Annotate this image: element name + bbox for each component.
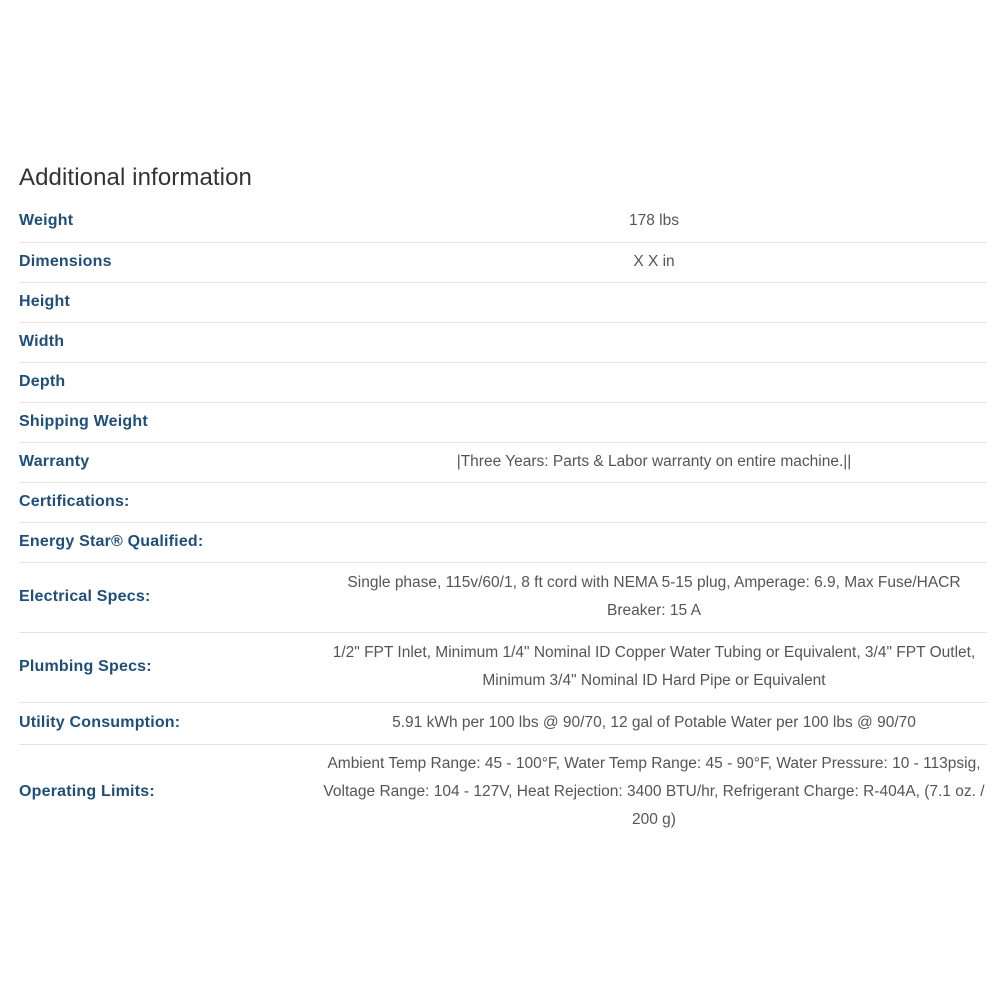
spec-value-operating-limits: Ambient Temp Range: 45 - 100°F, Water Temp Range: 45 - 90°F, Water Pressure: 10 - 113psig, Voltage Range: 104 - 127V, Heat Rejection: 3400 BTU/hr, Refrigerant Charge: R-404A, (7.1 oz. / 200 g) — [323, 754, 985, 828]
section-title: Additional information — [19, 164, 253, 191]
spec-label-dimensions: Dimensions — [19, 253, 112, 270]
spec-label-certifications: Certifications: — [19, 493, 130, 510]
spec-value-plumbing-specs: 1/2" FPT Inlet, Minimum 1/4" Nominal ID Copper Water Tubing or Equivalent, 3/4" FPT Outlet, Minimum 3/4" Nominal ID Hard Pipe or Equivalent — [332, 644, 976, 689]
spec-value-width — [319, 322, 987, 362]
spec-value-depth — [319, 362, 987, 402]
spec-label-energy-star: Energy Star® Qualified: — [19, 533, 204, 550]
additional-information-section — [19, 162, 987, 839]
spec-value-electrical-specs: Single phase, 115v/60/1, 8 ft cord with NEMA 5-15 plug, Amperage: 6.9, Max Fuse/HACR Breaker: 15 A — [347, 574, 961, 619]
spec-value-energy-star — [319, 522, 987, 562]
spec-label-depth: Depth — [19, 373, 66, 390]
spec-label-warranty: Warranty — [19, 453, 90, 470]
table-row — [19, 562, 987, 632]
spec-table — [19, 200, 987, 839]
spec-label-width: Width — [19, 333, 65, 350]
table-row — [19, 702, 987, 744]
spec-label-height: Height — [19, 293, 70, 310]
spec-value-certifications — [319, 482, 987, 522]
table-row — [19, 322, 987, 362]
spec-label-shipping-weight: Shipping Weight — [19, 413, 148, 430]
spec-value-weight: 178 lbs — [629, 211, 679, 229]
table-row — [19, 282, 987, 322]
spec-label-operating-limits: Operating Limits: — [19, 782, 155, 800]
spec-value-height — [319, 282, 987, 322]
spec-value-shipping-weight — [319, 402, 987, 442]
table-row — [19, 482, 987, 522]
spec-value-warranty: |Three Years: Parts & Labor warranty on entire machine.|| — [456, 453, 852, 470]
table-row — [19, 744, 987, 839]
table-row — [19, 522, 987, 562]
spec-label-utility-consumption: Utility Consumption: — [19, 714, 181, 731]
table-row — [19, 442, 987, 482]
spec-label-electrical-specs: Electrical Specs: — [19, 588, 151, 605]
spec-value-dimensions: X X in — [633, 253, 675, 270]
table-row — [19, 632, 987, 702]
spec-value-utility-consumption: 5.91 kWh per 100 lbs @ 90/70, 12 gal of Potable Water per 100 lbs @ 90/70 — [392, 714, 916, 731]
table-row — [19, 242, 987, 282]
spec-label-plumbing-specs: Plumbing Specs: — [19, 658, 152, 675]
table-row — [19, 200, 987, 242]
table-row — [19, 362, 987, 402]
spec-label-weight: Weight — [19, 211, 74, 229]
table-row — [19, 402, 987, 442]
